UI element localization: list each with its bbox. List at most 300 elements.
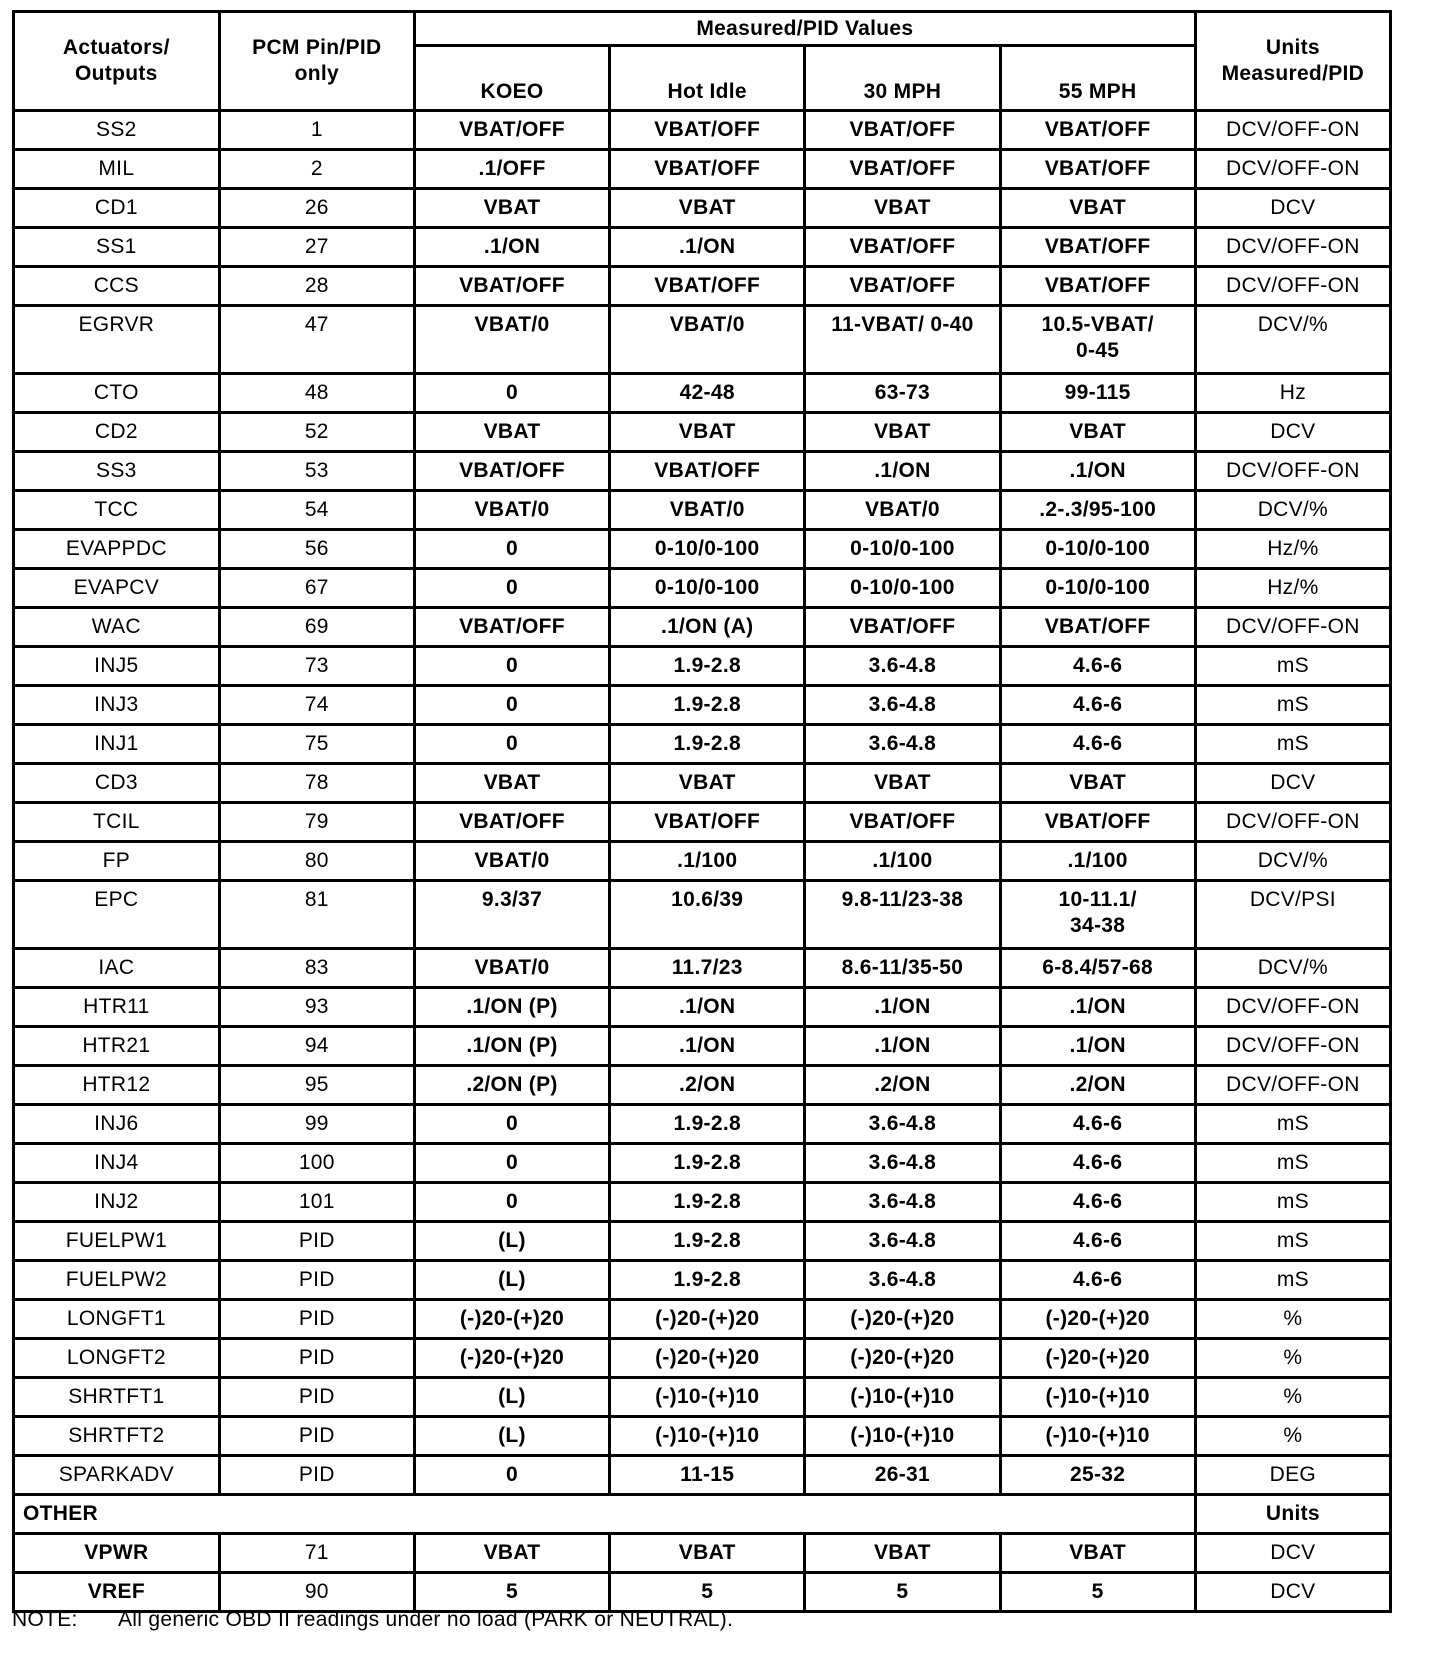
cell-actuator: LONGFT2: [14, 1339, 220, 1378]
cell-30-mph: 3.6-4.8: [805, 1222, 1000, 1261]
cell-pin: 80: [219, 842, 414, 881]
cell-55-mph: VBAT/OFF: [1000, 608, 1195, 647]
cell-30-mph: 0-10/0-100: [805, 569, 1000, 608]
cell-hot-idle: 1.9-2.8: [610, 686, 805, 725]
header-units: Units Measured/PID: [1195, 12, 1390, 111]
cell-hot-idle: 1.9-2.8: [610, 1222, 805, 1261]
cell-55-mph: 4.6-6: [1000, 686, 1195, 725]
cell-55-mph: .1/ON: [1000, 988, 1195, 1027]
cell-units: DCV: [1195, 764, 1390, 803]
cell-30-mph: 8.6-11/35-50: [805, 949, 1000, 988]
cell-koeo: (-)20-(+)20: [414, 1300, 609, 1339]
table-row: [14, 949, 1391, 988]
table-row: [14, 530, 1391, 569]
table-row: [14, 1027, 1391, 1066]
cell-pin: 100: [219, 1144, 414, 1183]
cell-hot-idle: VBAT/OFF: [610, 452, 805, 491]
cell-55-mph: 10.5-VBAT/ 0-45: [1000, 306, 1195, 374]
cell-30-mph: 3.6-4.8: [805, 725, 1000, 764]
cell-pin: PID: [219, 1417, 414, 1456]
cell-55-mph: .1/ON: [1000, 1027, 1195, 1066]
cell-koeo: .1/ON: [414, 228, 609, 267]
cell-units: DCV/OFF-ON: [1195, 1027, 1390, 1066]
footnote: [12, 1608, 733, 1632]
cell-hot-idle: .1/ON: [610, 988, 805, 1027]
table-row: [14, 1456, 1391, 1495]
cell-hot-idle: 0-10/0-100: [610, 569, 805, 608]
pid-values-sheet: [12, 10, 1392, 1613]
cell-hot-idle: .1/100: [610, 842, 805, 881]
cell-actuator: VPWR: [14, 1534, 220, 1573]
cell-hot-idle: .1/ON (A): [610, 608, 805, 647]
cell-30-mph: 3.6-4.8: [805, 686, 1000, 725]
cell-30-mph: 3.6-4.8: [805, 1105, 1000, 1144]
cell-pin: PID: [219, 1339, 414, 1378]
cell-pin: 53: [219, 452, 414, 491]
cell-actuator: EGRVR: [14, 306, 220, 374]
table-row: [14, 1183, 1391, 1222]
table-row: [14, 881, 1391, 949]
header-pcm-pin: PCM Pin/PID only: [219, 12, 414, 111]
cell-55-mph: 4.6-6: [1000, 647, 1195, 686]
cell-units: DCV: [1195, 1534, 1390, 1573]
cell-hot-idle: 11-15: [610, 1456, 805, 1495]
cell-koeo: .1/ON (P): [414, 988, 609, 1027]
cell-units: DCV/OFF-ON: [1195, 988, 1390, 1027]
cell-actuator: MIL: [14, 150, 220, 189]
table-row: [14, 1105, 1391, 1144]
cell-actuator: HTR11: [14, 988, 220, 1027]
table-row: [14, 1222, 1391, 1261]
cell-30-mph: VBAT/OFF: [805, 150, 1000, 189]
cell-30-mph: 0-10/0-100: [805, 530, 1000, 569]
header-actuators: Actuators/ Outputs: [14, 12, 220, 111]
cell-actuator: EPC: [14, 881, 220, 949]
cell-hot-idle: (-)10-(+)10: [610, 1417, 805, 1456]
cell-55-mph: .2-.3/95-100: [1000, 491, 1195, 530]
table-row: [14, 374, 1391, 413]
cell-pin: 26: [219, 189, 414, 228]
cell-30-mph: 3.6-4.8: [805, 647, 1000, 686]
cell-actuator: FUELPW2: [14, 1261, 220, 1300]
cell-pin: 71: [219, 1534, 414, 1573]
cell-units: DCV: [1195, 189, 1390, 228]
cell-koeo: VBAT/OFF: [414, 267, 609, 306]
cell-actuator: WAC: [14, 608, 220, 647]
cell-koeo: VBAT/0: [414, 842, 609, 881]
table-row: [14, 1261, 1391, 1300]
cell-30-mph: VBAT/OFF: [805, 267, 1000, 306]
cell-units: mS: [1195, 647, 1390, 686]
cell-pin: 27: [219, 228, 414, 267]
cell-55-mph: 4.6-6: [1000, 1105, 1195, 1144]
cell-hot-idle: VBAT/OFF: [610, 111, 805, 150]
cell-koeo: (L): [414, 1222, 609, 1261]
cell-koeo: 0: [414, 1144, 609, 1183]
cell-actuator: EVAPPDC: [14, 530, 220, 569]
cell-55-mph: VBAT/OFF: [1000, 267, 1195, 306]
cell-hot-idle: 0-10/0-100: [610, 530, 805, 569]
cell-55-mph: VBAT/OFF: [1000, 150, 1195, 189]
cell-hot-idle: VBAT: [610, 189, 805, 228]
cell-actuator: SPARKADV: [14, 1456, 220, 1495]
cell-koeo: 9.3/37: [414, 881, 609, 949]
cell-pin: 2: [219, 150, 414, 189]
cell-55-mph: 4.6-6: [1000, 1222, 1195, 1261]
cell-actuator: FP: [14, 842, 220, 881]
cell-koeo: VBAT/0: [414, 491, 609, 530]
header-koeo: KOEO: [414, 46, 609, 111]
table-row: [14, 764, 1391, 803]
cell-pin: 93: [219, 988, 414, 1027]
cell-units: DCV/OFF-ON: [1195, 803, 1390, 842]
cell-koeo: VBAT/0: [414, 949, 609, 988]
cell-hot-idle: VBAT/OFF: [610, 267, 805, 306]
cell-pin: 67: [219, 569, 414, 608]
table-row: [14, 1339, 1391, 1378]
cell-hot-idle: (-)20-(+)20: [610, 1300, 805, 1339]
cell-55-mph: (-)10-(+)10: [1000, 1378, 1195, 1417]
cell-55-mph: VBAT/OFF: [1000, 228, 1195, 267]
cell-units: DCV/OFF-ON: [1195, 608, 1390, 647]
cell-hot-idle: .2/ON: [610, 1066, 805, 1105]
cell-units: mS: [1195, 1222, 1390, 1261]
cell-units: %: [1195, 1417, 1390, 1456]
cell-units: %: [1195, 1339, 1390, 1378]
table-row: [14, 608, 1391, 647]
cell-units: DCV/OFF-ON: [1195, 1066, 1390, 1105]
cell-actuator: INJ5: [14, 647, 220, 686]
cell-hot-idle: 10.6/39: [610, 881, 805, 949]
cell-koeo: (L): [414, 1417, 609, 1456]
table-row: [14, 1378, 1391, 1417]
cell-koeo: VBAT: [414, 764, 609, 803]
cell-30-mph: 5: [805, 1573, 1000, 1612]
cell-30-mph: VBAT: [805, 1534, 1000, 1573]
cell-koeo: (-)20-(+)20: [414, 1339, 609, 1378]
cell-30-mph: 11-VBAT/ 0-40: [805, 306, 1000, 374]
cell-55-mph: 4.6-6: [1000, 1144, 1195, 1183]
cell-55-mph: 5: [1000, 1573, 1195, 1612]
cell-pin: 95: [219, 1066, 414, 1105]
cell-koeo: VBAT/OFF: [414, 803, 609, 842]
cell-koeo: VBAT: [414, 413, 609, 452]
cell-30-mph: .1/ON: [805, 988, 1000, 1027]
cell-30-mph: (-)20-(+)20: [805, 1300, 1000, 1339]
cell-pin: PID: [219, 1261, 414, 1300]
table-row: [14, 306, 1391, 374]
cell-units: DCV/OFF-ON: [1195, 228, 1390, 267]
cell-actuator: TCIL: [14, 803, 220, 842]
cell-hot-idle: VBAT: [610, 413, 805, 452]
cell-55-mph: 4.6-6: [1000, 1183, 1195, 1222]
cell-actuator: SS2: [14, 111, 220, 150]
cell-55-mph: 4.6-6: [1000, 725, 1195, 764]
table-row: [14, 1300, 1391, 1339]
cell-55-mph: VBAT/OFF: [1000, 111, 1195, 150]
cell-30-mph: VBAT/OFF: [805, 803, 1000, 842]
cell-pin: PID: [219, 1222, 414, 1261]
cell-pin: 94: [219, 1027, 414, 1066]
cell-koeo: 0: [414, 1183, 609, 1222]
cell-actuator: SHRTFT1: [14, 1378, 220, 1417]
cell-30-mph: 3.6-4.8: [805, 1183, 1000, 1222]
cell-pin: 1: [219, 111, 414, 150]
cell-30-mph: VBAT/OFF: [805, 608, 1000, 647]
cell-actuator: EVAPCV: [14, 569, 220, 608]
cell-pin: PID: [219, 1378, 414, 1417]
table-row: [14, 686, 1391, 725]
cell-actuator: IAC: [14, 949, 220, 988]
cell-hot-idle: VBAT/OFF: [610, 150, 805, 189]
cell-koeo: 0: [414, 569, 609, 608]
cell-30-mph: VBAT/OFF: [805, 228, 1000, 267]
table-row: [14, 647, 1391, 686]
cell-30-mph: (-)20-(+)20: [805, 1339, 1000, 1378]
cell-55-mph: .1/100: [1000, 842, 1195, 881]
cell-55-mph: VBAT: [1000, 413, 1195, 452]
cell-pin: 74: [219, 686, 414, 725]
cell-actuator: CD1: [14, 189, 220, 228]
cell-units: DCV: [1195, 413, 1390, 452]
cell-pin: 78: [219, 764, 414, 803]
other-label: OTHER: [14, 1495, 1196, 1534]
cell-30-mph: 3.6-4.8: [805, 1261, 1000, 1300]
cell-koeo: .1/ON (P): [414, 1027, 609, 1066]
cell-hot-idle: 1.9-2.8: [610, 1105, 805, 1144]
cell-pin: 54: [219, 491, 414, 530]
cell-30-mph: .1/100: [805, 842, 1000, 881]
actuator-rows: [14, 111, 1391, 1495]
cell-55-mph: .1/ON: [1000, 452, 1195, 491]
cell-units: DCV: [1195, 1573, 1390, 1612]
cell-actuator: FUELPW1: [14, 1222, 220, 1261]
other-header-row: [14, 1495, 1391, 1534]
cell-actuator: INJ4: [14, 1144, 220, 1183]
cell-actuator: CTO: [14, 374, 220, 413]
cell-55-mph: 99-115: [1000, 374, 1195, 413]
cell-30-mph: VBAT: [805, 189, 1000, 228]
cell-koeo: .1/OFF: [414, 150, 609, 189]
cell-pin: 90: [219, 1573, 414, 1612]
cell-hot-idle: 11.7/23: [610, 949, 805, 988]
cell-30-mph: .2/ON: [805, 1066, 1000, 1105]
cell-units: DCV/OFF-ON: [1195, 111, 1390, 150]
cell-30-mph: 26-31: [805, 1456, 1000, 1495]
cell-koeo: (L): [414, 1378, 609, 1417]
cell-koeo: 0: [414, 725, 609, 764]
cell-30-mph: 63-73: [805, 374, 1000, 413]
cell-units: Hz: [1195, 374, 1390, 413]
header-hot-idle: Hot Idle: [610, 46, 805, 111]
cell-hot-idle: VBAT/0: [610, 306, 805, 374]
table-row: [14, 803, 1391, 842]
cell-actuator: SS3: [14, 452, 220, 491]
cell-units: %: [1195, 1300, 1390, 1339]
cell-units: mS: [1195, 1261, 1390, 1300]
table-row: [14, 725, 1391, 764]
table-row: [14, 491, 1391, 530]
cell-koeo: .2/ON (P): [414, 1066, 609, 1105]
cell-units: DCV/%: [1195, 842, 1390, 881]
cell-30-mph: 3.6-4.8: [805, 1144, 1000, 1183]
cell-units: DCV/PSI: [1195, 881, 1390, 949]
table-row: [14, 1417, 1391, 1456]
cell-actuator: INJ1: [14, 725, 220, 764]
cell-pin: 101: [219, 1183, 414, 1222]
cell-units: DCV/%: [1195, 491, 1390, 530]
cell-hot-idle: (-)20-(+)20: [610, 1339, 805, 1378]
table-row: [14, 1144, 1391, 1183]
cell-pin: PID: [219, 1456, 414, 1495]
cell-units: Hz/%: [1195, 569, 1390, 608]
table-row: [14, 452, 1391, 491]
cell-hot-idle: .1/ON: [610, 228, 805, 267]
cell-koeo: VBAT: [414, 189, 609, 228]
cell-actuator: INJ3: [14, 686, 220, 725]
cell-actuator: SHRTFT2: [14, 1417, 220, 1456]
table-row: [14, 1573, 1391, 1612]
cell-55-mph: 25-32: [1000, 1456, 1195, 1495]
cell-pin: 83: [219, 949, 414, 988]
cell-hot-idle: .1/ON: [610, 1027, 805, 1066]
cell-pin: 48: [219, 374, 414, 413]
cell-hot-idle: (-)10-(+)10: [610, 1378, 805, 1417]
cell-pin: 99: [219, 1105, 414, 1144]
table-row: [14, 1066, 1391, 1105]
cell-55-mph: 0-10/0-100: [1000, 569, 1195, 608]
cell-hot-idle: 42-48: [610, 374, 805, 413]
other-units-label: Units: [1195, 1495, 1390, 1534]
cell-pin: 69: [219, 608, 414, 647]
cell-30-mph: .1/ON: [805, 452, 1000, 491]
table-row: [14, 111, 1391, 150]
cell-hot-idle: 5: [610, 1573, 805, 1612]
cell-30-mph: VBAT: [805, 413, 1000, 452]
cell-hot-idle: VBAT: [610, 1534, 805, 1573]
cell-55-mph: .2/ON: [1000, 1066, 1195, 1105]
cell-actuator: LONGFT1: [14, 1300, 220, 1339]
cell-units: mS: [1195, 1144, 1390, 1183]
cell-koeo: 0: [414, 686, 609, 725]
cell-55-mph: 10-11.1/ 34-38: [1000, 881, 1195, 949]
note-label: NOTE:: [12, 1608, 78, 1631]
cell-55-mph: VBAT: [1000, 1534, 1195, 1573]
header-30-mph: 30 MPH: [805, 46, 1000, 111]
cell-55-mph: (-)20-(+)20: [1000, 1339, 1195, 1378]
cell-pin: 52: [219, 413, 414, 452]
header-measured-group: Measured/PID Values: [414, 12, 1195, 46]
cell-hot-idle: 1.9-2.8: [610, 647, 805, 686]
cell-pin: 47: [219, 306, 414, 374]
note-text: All generic OBD II readings under no load (PARK or NEUTRAL).: [118, 1608, 734, 1631]
cell-hot-idle: VBAT/0: [610, 491, 805, 530]
cell-koeo: 0: [414, 647, 609, 686]
cell-actuator: SS1: [14, 228, 220, 267]
cell-55-mph: 6-8.4/57-68: [1000, 949, 1195, 988]
cell-pin: 28: [219, 267, 414, 306]
cell-units: DEG: [1195, 1456, 1390, 1495]
table-row: [14, 988, 1391, 1027]
table-row: [14, 189, 1391, 228]
cell-30-mph: (-)10-(+)10: [805, 1378, 1000, 1417]
cell-actuator: CD3: [14, 764, 220, 803]
cell-actuator: CCS: [14, 267, 220, 306]
cell-units: mS: [1195, 1105, 1390, 1144]
table-row: [14, 228, 1391, 267]
cell-pin: 75: [219, 725, 414, 764]
other-section: [14, 1495, 1391, 1612]
cell-koeo: VBAT/OFF: [414, 608, 609, 647]
cell-hot-idle: 1.9-2.8: [610, 1261, 805, 1300]
cell-30-mph: VBAT: [805, 764, 1000, 803]
cell-actuator: TCC: [14, 491, 220, 530]
cell-hot-idle: 1.9-2.8: [610, 1183, 805, 1222]
cell-30-mph: (-)10-(+)10: [805, 1417, 1000, 1456]
header-55-mph: 55 MPH: [1000, 46, 1195, 111]
cell-koeo: 0: [414, 530, 609, 569]
cell-units: DCV/OFF-ON: [1195, 452, 1390, 491]
cell-30-mph: VBAT/0: [805, 491, 1000, 530]
cell-pin: 73: [219, 647, 414, 686]
cell-koeo: VBAT/OFF: [414, 452, 609, 491]
table-row: [14, 569, 1391, 608]
cell-units: mS: [1195, 725, 1390, 764]
table-row: [14, 1534, 1391, 1573]
table-row: [14, 413, 1391, 452]
cell-pin: 81: [219, 881, 414, 949]
cell-55-mph: (-)10-(+)10: [1000, 1417, 1195, 1456]
cell-koeo: 0: [414, 374, 609, 413]
cell-actuator: HTR21: [14, 1027, 220, 1066]
cell-55-mph: VBAT: [1000, 764, 1195, 803]
cell-pin: 56: [219, 530, 414, 569]
cell-30-mph: 9.8-11/23-38: [805, 881, 1000, 949]
cell-hot-idle: 1.9-2.8: [610, 1144, 805, 1183]
pid-values-table: [12, 10, 1392, 1613]
cell-units: mS: [1195, 686, 1390, 725]
cell-koeo: 5: [414, 1573, 609, 1612]
cell-55-mph: VBAT: [1000, 189, 1195, 228]
cell-pin: 79: [219, 803, 414, 842]
cell-hot-idle: VBAT: [610, 764, 805, 803]
cell-koeo: (L): [414, 1261, 609, 1300]
cell-hot-idle: 1.9-2.8: [610, 725, 805, 764]
cell-hot-idle: VBAT/OFF: [610, 803, 805, 842]
cell-pin: PID: [219, 1300, 414, 1339]
cell-30-mph: VBAT/OFF: [805, 111, 1000, 150]
table-row: [14, 267, 1391, 306]
cell-koeo: 0: [414, 1456, 609, 1495]
table-row: [14, 842, 1391, 881]
cell-units: DCV/%: [1195, 306, 1390, 374]
cell-actuator: CD2: [14, 413, 220, 452]
cell-30-mph: .1/ON: [805, 1027, 1000, 1066]
cell-55-mph: (-)20-(+)20: [1000, 1300, 1195, 1339]
cell-actuator: INJ6: [14, 1105, 220, 1144]
cell-units: DCV/OFF-ON: [1195, 150, 1390, 189]
cell-koeo: VBAT/0: [414, 306, 609, 374]
cell-koeo: VBAT: [414, 1534, 609, 1573]
cell-55-mph: 4.6-6: [1000, 1261, 1195, 1300]
cell-units: DCV/OFF-ON: [1195, 267, 1390, 306]
cell-actuator: HTR12: [14, 1066, 220, 1105]
cell-units: %: [1195, 1378, 1390, 1417]
cell-actuator: INJ2: [14, 1183, 220, 1222]
cell-55-mph: 0-10/0-100: [1000, 530, 1195, 569]
cell-units: Hz/%: [1195, 530, 1390, 569]
cell-units: mS: [1195, 1183, 1390, 1222]
